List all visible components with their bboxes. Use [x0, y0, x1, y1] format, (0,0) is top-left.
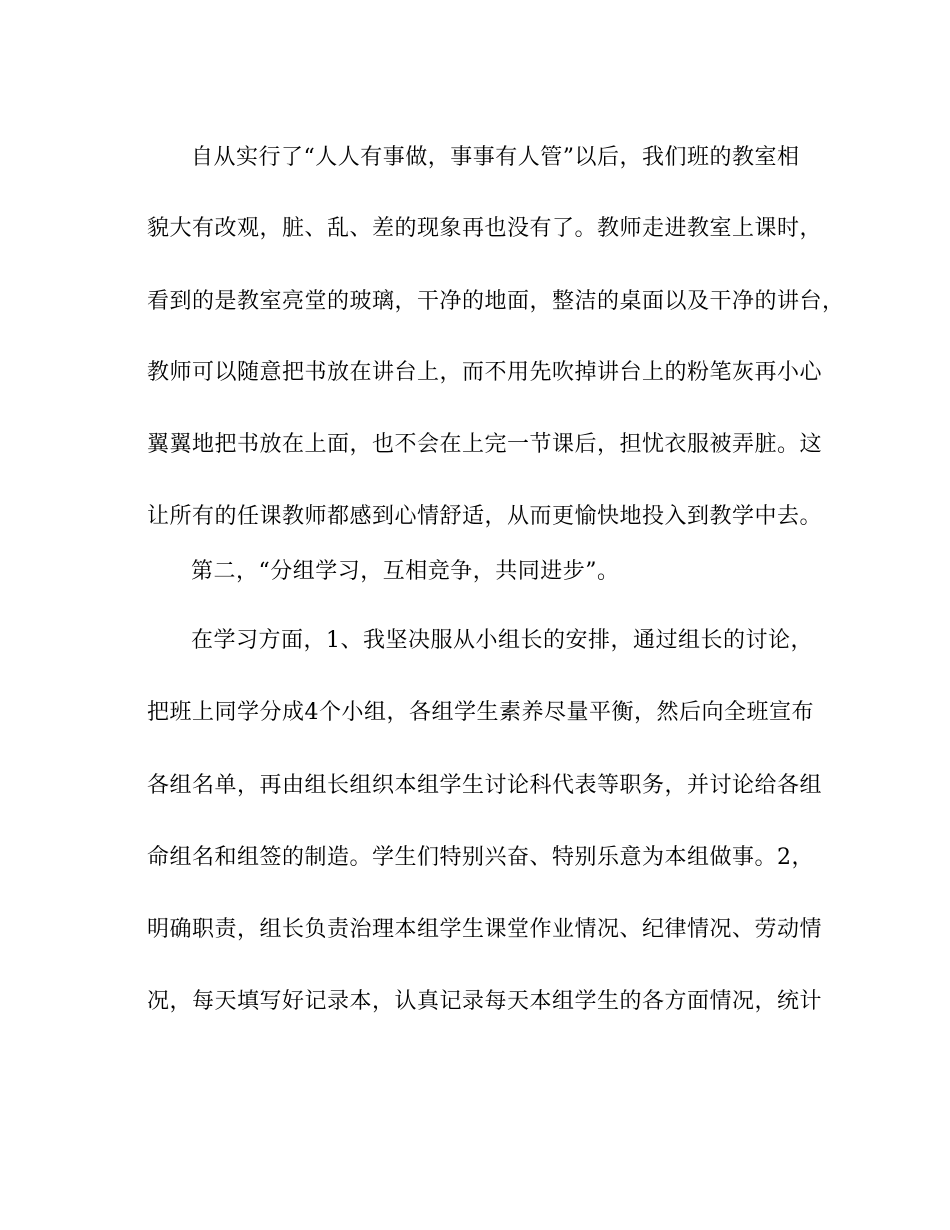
paragraph-2-line-3: 各组名单，再由组长组织本组学生讨论科代表等职务，并讨论给各组: [147, 773, 823, 798]
paragraph-1-line-4: 教师可以随意把书放在讲台上，而不用先吹掉讲台上的粉笔灰再小心: [147, 360, 823, 385]
paragraph-1-line-5: 翼翼地把书放在上面，也不会在上完一节课后，担忧衣服被弄脏。这: [147, 432, 823, 457]
paragraph-2-line-2: 把班上同学分成4个小组，各组学生素养尽量平衡，然后向全班宣布: [147, 700, 814, 725]
paragraph-1-line-6: 让所有的任课教师都感到心情舒适，从而更愉快地投入到教学中去。: [147, 504, 823, 529]
section-heading: 第二，“分组学习，互相竞争，共同进步”。: [191, 559, 620, 584]
paragraph-1-line-1: 自从实行了“人人有事做，事事有人管”以后，我们班的教室相: [191, 145, 800, 170]
paragraph-1-line-2: 貌大有改观，脏、乱、差的现象再也没有了。教师走进教室上课时，: [147, 216, 823, 241]
paragraph-2-line-6: 况，每天填写好记录本，认真记录每天本组学生的各方面情况，统计: [147, 989, 823, 1014]
paragraph-1-line-3: 看到的是教室亮堂的玻璃，干净的地面，整洁的桌面以及干净的讲台，: [147, 289, 845, 314]
paragraph-2-line-4: 命组名和组签的制造。学生们特别兴奋、特别乐意为本组做事。2，: [147, 845, 814, 870]
paragraph-2-line-1: 在学习方面，1、我坚决服从小组长的安排，通过组长的讨论，: [191, 628, 813, 653]
paragraph-2-line-5: 明确职责，组长负责治理本组学生课堂作业情况、纪律情况、劳动情: [147, 917, 823, 942]
